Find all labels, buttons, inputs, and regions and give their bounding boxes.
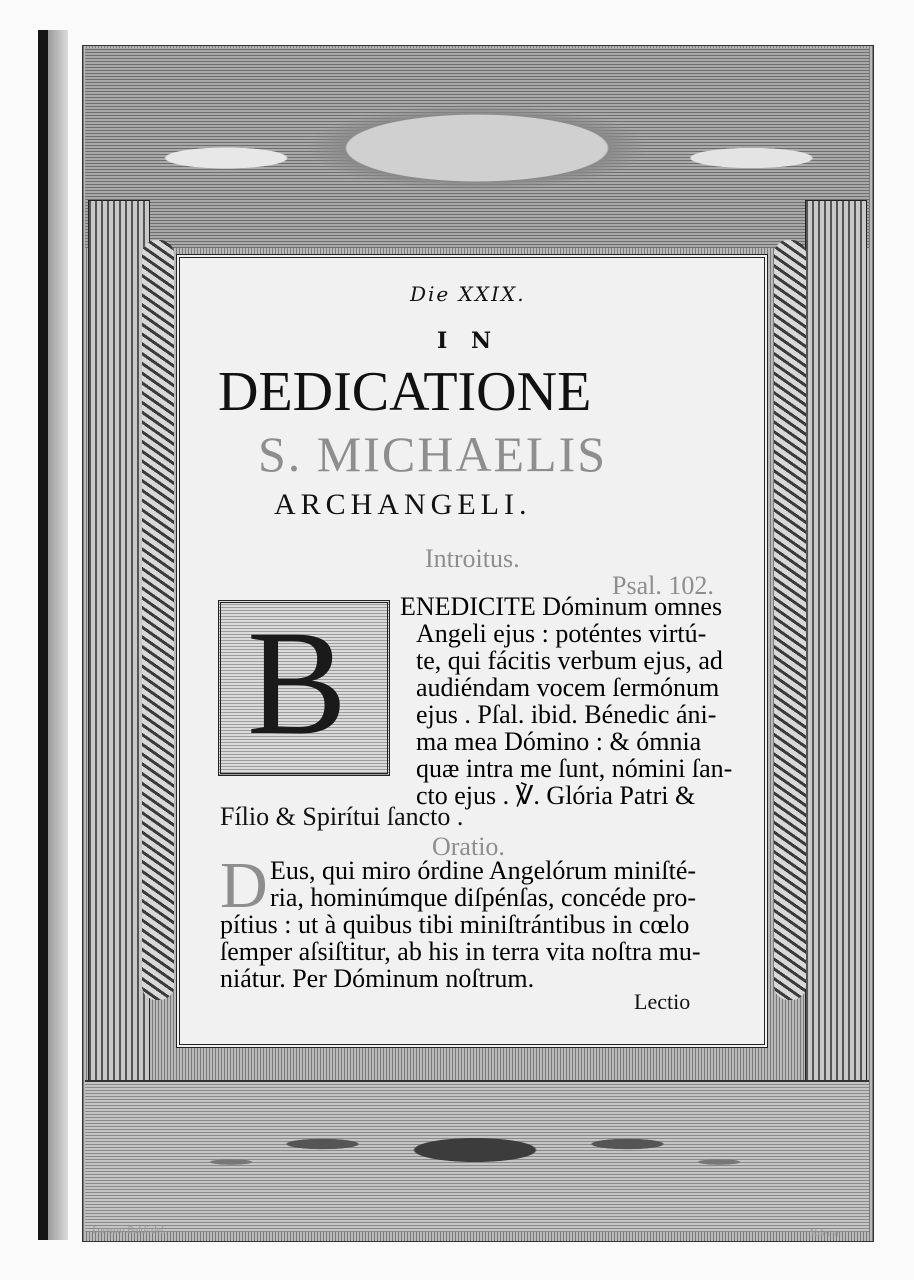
- text-line: ſemper aſsiſtitur, ab his in terra vita noſtra mu-: [220, 937, 701, 966]
- text-line: Angeli ejus : poténtes virtú-: [416, 619, 707, 648]
- text-line: quæ intra me ſunt, nómini ſan-: [416, 754, 733, 783]
- right-pillar: [805, 200, 867, 1082]
- oratio-initial: D: [220, 849, 268, 922]
- text-line: Eus, qui miro órdine Angelórum miniſté-: [270, 856, 697, 885]
- text-line: ma mea Dómino : & ómnia: [416, 727, 702, 756]
- right-garland: [774, 240, 806, 1000]
- decorated-initial-b: [218, 600, 390, 776]
- text-line: cto ejus . ℣. Glória Patri &: [416, 781, 696, 810]
- text-line: Fílio & Spirítui ſancto .: [220, 802, 464, 831]
- page-subtitle: S. MICHAELIS: [258, 426, 608, 482]
- oratio-text: [220, 857, 740, 992]
- text-line: audiéndam vocem ſermónum: [416, 673, 720, 702]
- text-line: pítius : ut à quibus tibi miniſtrántibus in cœlo: [220, 910, 690, 939]
- catchword: Lectio: [634, 989, 691, 1014]
- text-line: ria, hominúmque diſpénſas, concéde pro-: [270, 883, 696, 912]
- signature-left: Lorenzo Baldi del.: [92, 1225, 166, 1236]
- signature-right: Valet sc.: [810, 1228, 844, 1239]
- cherubs-cartouche-ornament: [85, 48, 869, 248]
- page-shadow: [48, 30, 68, 1240]
- left-garland: [142, 240, 174, 1000]
- oratio-label: Oratio.: [432, 832, 505, 861]
- introit-text: [400, 593, 745, 809]
- flower-garland-ornament: [170, 1090, 780, 1210]
- prefix-heading: I N: [437, 328, 500, 354]
- page-subtitle-2: ARCHANGELI.: [274, 488, 532, 521]
- book-spine-edge: [38, 30, 48, 1240]
- text-line: ENEDICITE Dóminum omnes: [400, 592, 723, 621]
- psalm-reference: Psal. 102.: [612, 571, 714, 600]
- page-title: DEDICATIONE: [218, 361, 592, 423]
- text-line: te, qui fácitis verbum ejus, ad: [416, 646, 723, 675]
- text-line: niátur. Per Dóminum noſtrum.: [220, 964, 535, 993]
- initial-letter: B: [247, 600, 348, 766]
- text-line: ejus . Pſal. ibid. Bénedic áni-: [416, 700, 717, 729]
- introit-label: Introitus.: [425, 544, 520, 573]
- day-heading: Die XXIX.: [410, 282, 526, 306]
- left-pillar: [88, 200, 150, 1082]
